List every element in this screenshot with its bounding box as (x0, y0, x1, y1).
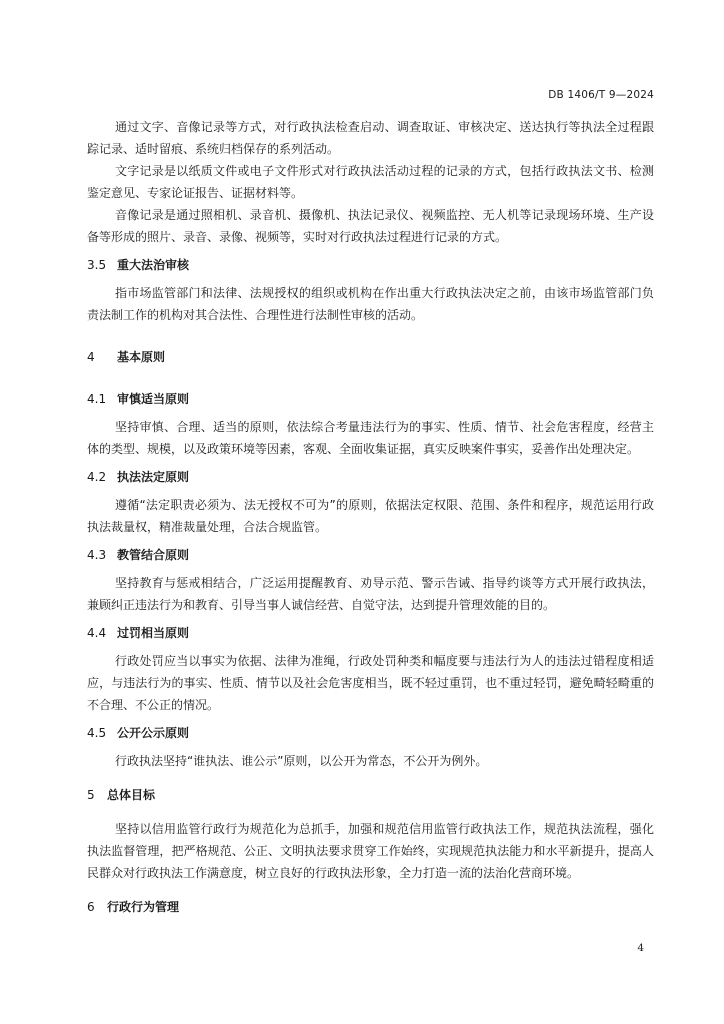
heading-number: 4.5 (87, 726, 107, 740)
heading-title: 过罚相当原则 (117, 626, 190, 640)
paragraph-legality-principle: 遵循“法定职责必须为、法无授权不可为”的原则，依据法定权限、范围、条件和程序，规范运用行政执法裁量权，精准裁量处理，合法合规监管。 (87, 498, 654, 534)
heading-title: 公开公示原则 (117, 726, 190, 740)
paragraph-education-principle: 坚持教育与惩戒相结合，广泛运用提醒教育、劝导示范、警示告诫、指导约谈等方式开展行政执法，兼顾纠正违法行为和教育、引导当事人诚信经营、自觉守法，达到提升管理效能的目的。 (87, 576, 654, 612)
heading-title: 基本原则 (117, 350, 166, 364)
heading-4-2 (87, 466, 654, 488)
paragraph-audio-video-record: 音像记录是通过照相机、录音机、摄像机、执法记录仪、视频监控、无人机等记录现场环境、生产设备等形成的照片、录音、录像、视频等，实时对行政执法过程进行记录的方式。 (87, 208, 654, 244)
heading-4-5 (87, 722, 654, 744)
heading-title: 重大法治审核 (117, 258, 190, 272)
heading-number: 4 (87, 350, 95, 364)
heading-number: 4.2 (87, 470, 107, 484)
page-number: 4 (637, 942, 644, 954)
paragraph-text-record: 文字记录是以纸质文件或电子文件形式对行政执法活动过程的记录的方式，包括行政执法文书、检测鉴定意见、专家论证报告、证据材料等。 (87, 164, 654, 200)
paragraph-record-definition: 通过文字、音像记录等方式，对行政执法检查启动、调查取证、审核决定、送达执行等执法全过程跟踪记录、适时留痕、系统归档保存的系列活动。 (87, 120, 654, 156)
heading-title: 执法法定原则 (117, 470, 190, 484)
heading-4-3 (87, 544, 654, 566)
heading-number: 3.5 (87, 258, 107, 272)
heading-number: 4.4 (87, 626, 107, 640)
heading-number: 5 (87, 788, 95, 802)
heading-4-1 (87, 388, 654, 410)
paragraph-proportionality-principle: 行政处罚应当以事实为依据、法律为准绳，行政处罚种类和幅度要与违法行为人的违法过错程度相适应，与违法行为的事实、性质、情节以及社会危害度相当，既不轻过重罚，也不重过轻罚，避免畸轻畸重的不合理、不公正的情况。 (87, 654, 654, 712)
paragraph-publicity-principle: 行政执法坚持“谁执法、谁公示”原则，以公开为常态，不公开为例外。 (115, 754, 488, 768)
paragraph-legal-review: 指市场监管部门和法律、法规授权的组织或机构在作出重大行政执法决定之前，由该市场监管部门负责法制工作的机构对其合法性、合理性进行法制性审核的活动。 (87, 286, 654, 322)
heading-5 (87, 784, 654, 806)
document-id: DB 1406/T 9—2024 (548, 89, 654, 101)
heading-number: 6 (87, 900, 95, 914)
heading-title: 审慎适当原则 (117, 392, 190, 406)
paragraph-overall-goal: 坚持以信用监管行政行为规范化为总抓手，加强和规范信用监管行政执法工作，规范执法流程，强化执法监督管理，把严格规范、公正、文明执法要求贯穿工作始终，实现规范执法能力和水平新提升，提高人民群众对行政执法工作满意度，树立良好的行政执法形象，全力打造一流的法治化营商环境。 (87, 822, 654, 880)
heading-3-5 (87, 254, 654, 276)
heading-title: 总体目标 (107, 788, 156, 802)
page-content (87, 116, 654, 918)
heading-number: 4.1 (87, 392, 107, 406)
heading-4 (87, 346, 654, 368)
paragraph-prudence-principle: 坚持审慎、合理、适当的原则，依法综合考量违法行为的事实、性质、情节、社会危害程度，经营主体的类型、规模，以及政策环境等因素，客观、全面收集证据，真实反映案件事实，妥善作出处理决定。 (87, 420, 654, 456)
heading-title: 行政行为管理 (107, 900, 180, 914)
heading-4-4 (87, 622, 654, 644)
heading-title: 教管结合原则 (117, 548, 190, 562)
heading-number: 4.3 (87, 548, 107, 562)
heading-6 (87, 896, 654, 918)
